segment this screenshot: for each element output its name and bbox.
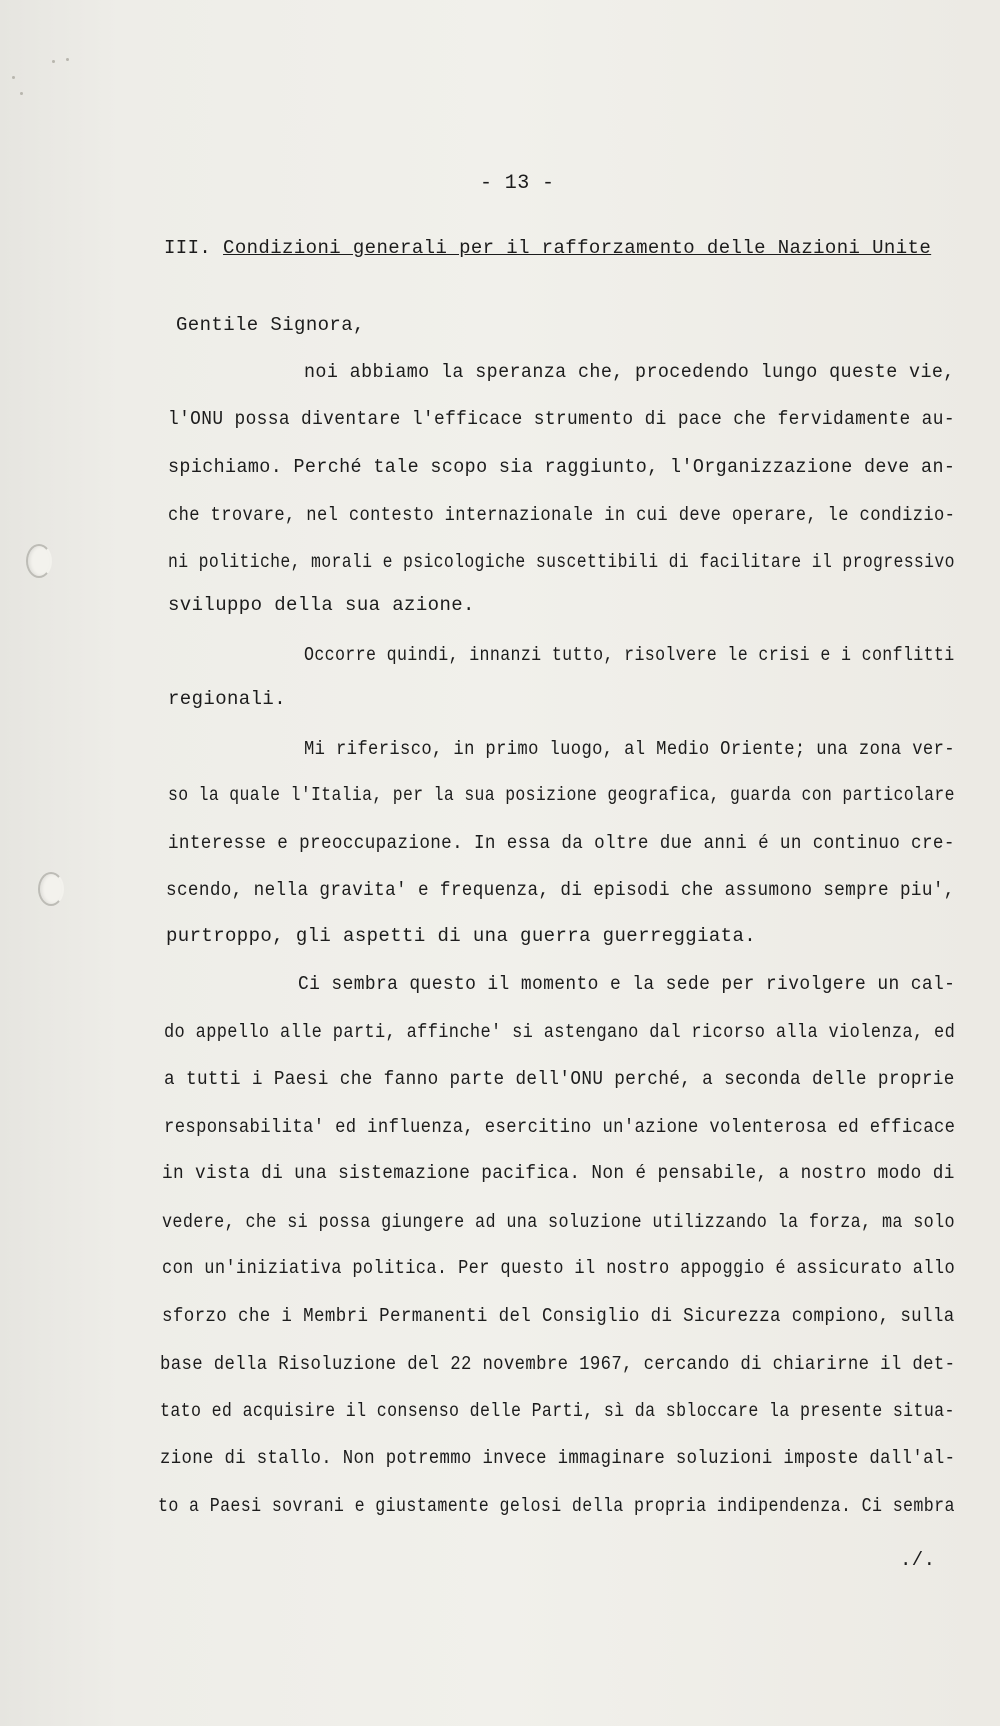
body-line: noi abbiamo la speranza che, procedendo lungo queste vie, (304, 361, 955, 383)
body-line: sforzo che i Membri Permanenti del Consiglio di Sicurezza compiono, sulla (162, 1305, 955, 1327)
body-line: Ci sembra questo il momento e la sede per rivolgere un cal- (298, 973, 956, 995)
punch-hole-top (26, 544, 52, 578)
body-line: tato ed acquisire il consenso delle Parti, sì da sbloccare la presente situa- (160, 1400, 955, 1422)
section-numeral: III. (164, 237, 212, 259)
body-line: purtroppo, gli aspetti di una guerra guerreggiata. (166, 925, 757, 947)
paper-speck (66, 58, 69, 61)
page-number: - 13 - (480, 172, 555, 195)
body-line: sviluppo della sua azione. (168, 594, 475, 616)
body-line: responsabilita' ed influenza, esercitino un'azione volenterosa ed efficace (164, 1116, 956, 1138)
body-line: vedere, che si possa giungere ad una soluzione utilizzando la forza, ma solo (162, 1211, 955, 1233)
body-line: a tutti i Paesi che fanno parte dell'ONU perché, a seconda delle proprie (164, 1068, 955, 1090)
body-line: Occorre quindi, innanzi tutto, risolvere le crisi e i conflitti (304, 644, 955, 666)
body-line: base della Risoluzione del 22 novembre 1967, cercando di chiarirne il det- (160, 1353, 956, 1375)
body-line: zione di stallo. Non potremmo invece immaginare soluzioni imposte dall'al- (160, 1447, 956, 1469)
body-line: do appello alle parti, affinche' si astengano dal ricorso alla violenza, ed (164, 1021, 956, 1043)
body-line: Mi riferisco, in primo luogo, al Medio Oriente; una zona ver- (304, 738, 955, 760)
body-line: so la quale l'Italia, per la sua posizione geografica, guarda con particolare (168, 784, 955, 806)
salutation: Gentile Signora, (176, 314, 365, 336)
continuation-mark: ./. (900, 1549, 936, 1571)
paper-speck (52, 60, 55, 63)
punch-hole-bottom (38, 872, 64, 906)
body-line: spichiamo. Perché tale scopo sia raggiunto, l'Organizzazione deve an- (168, 456, 956, 478)
section-heading (164, 236, 931, 260)
paper-speck (12, 76, 15, 79)
paper-speck (20, 92, 23, 95)
body-line: interesse e preoccupazione. In essa da oltre due anni é un continuo cre- (168, 832, 955, 854)
body-line: con un'iniziativa politica. Per questo il nostro appoggio é assicurato allo (162, 1257, 956, 1279)
body-line: che trovare, nel contesto internazionale in cui deve operare, le condizio- (168, 504, 956, 526)
body-line: to a Paesi sovrani e giustamente gelosi della propria indipendenza. Ci sembra (158, 1495, 955, 1517)
body-line: ni politiche, morali e psicologiche suscettibili di facilitare il progressivo (168, 551, 955, 573)
section-title: Condizioni generali per il rafforzamento delle Nazioni Unite (223, 237, 932, 259)
body-line: scendo, nella gravita' e frequenza, di episodi che assumono sempre piu', (166, 879, 955, 901)
body-line: l'ONU possa diventare l'efficace strumento di pace che fervidamente au- (168, 408, 955, 430)
body-line: in vista di una sistemazione pacifica. Non é pensabile, a nostro modo di (162, 1162, 955, 1184)
body-line: regionali. (168, 688, 287, 710)
